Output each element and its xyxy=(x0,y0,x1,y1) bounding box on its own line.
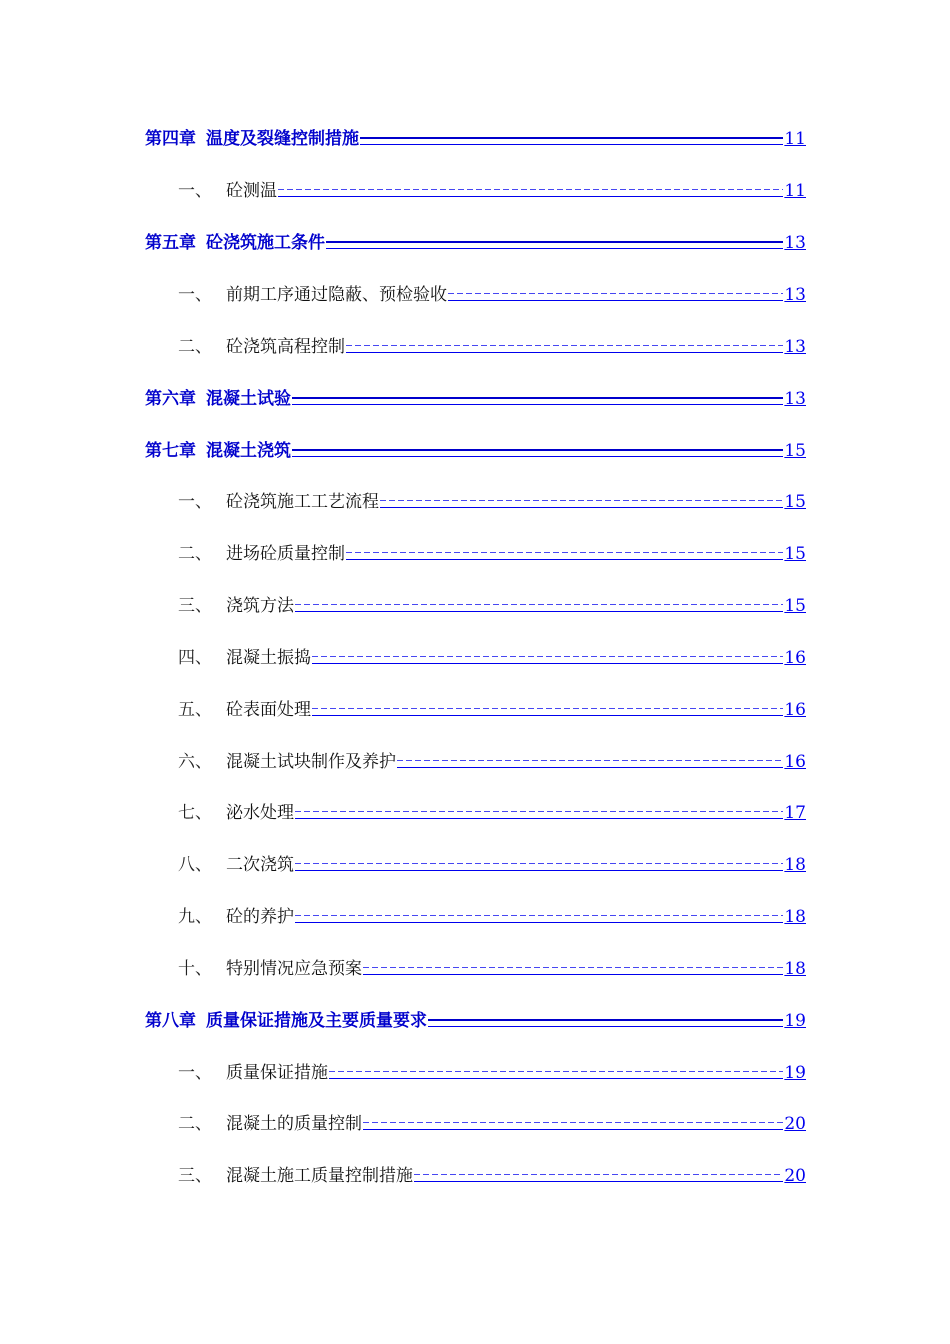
dot-leader xyxy=(360,130,783,145)
dot-leader xyxy=(295,856,783,871)
page-number: 16 xyxy=(784,648,806,668)
section-title: 砼表面处理 xyxy=(226,700,311,720)
page-number: 15 xyxy=(784,544,806,564)
dot-leader xyxy=(448,286,783,301)
page-number: 13 xyxy=(784,389,806,409)
dot-leader xyxy=(397,753,783,768)
section-number: 七、 xyxy=(178,803,212,823)
section-title: 泌水处理 xyxy=(226,803,294,823)
section-number: 二、 xyxy=(178,1114,212,1134)
chapter-number: 第七章 xyxy=(145,441,196,461)
page-number: 20 xyxy=(784,1114,806,1134)
page-number: 15 xyxy=(784,441,806,461)
page-number: 19 xyxy=(784,1011,806,1031)
chapter-title: 砼浇筑施工条件 xyxy=(206,233,325,253)
toc-entry-section[interactable] xyxy=(178,695,806,721)
section-title: 质量保证措施 xyxy=(226,1063,328,1083)
section-number: 三、 xyxy=(178,596,212,616)
chapter-number: 第四章 xyxy=(145,129,196,149)
dot-leader xyxy=(428,1012,783,1027)
toc-entry-section[interactable] xyxy=(178,1161,806,1187)
dot-leader xyxy=(295,908,783,923)
chapter-title: 混凝土浇筑 xyxy=(206,441,291,461)
toc-entry-chapter-4[interactable] xyxy=(145,124,806,150)
section-title: 砼浇筑施工工艺流程 xyxy=(226,492,379,512)
page-number: 17 xyxy=(784,803,806,823)
section-number: 四、 xyxy=(178,648,212,668)
page-number: 15 xyxy=(784,596,806,616)
toc-entry-chapter-7[interactable] xyxy=(145,436,806,462)
dot-leader xyxy=(278,182,783,197)
page-number: 18 xyxy=(784,959,806,979)
page-number: 11 xyxy=(784,129,806,149)
dot-leader xyxy=(292,442,783,457)
toc-entry-chapter-5[interactable] xyxy=(145,228,806,254)
section-number: 五、 xyxy=(178,700,212,720)
toc-entry-section[interactable] xyxy=(178,798,806,824)
page-number: 13 xyxy=(784,233,806,253)
toc-entry-section[interactable] xyxy=(178,643,806,669)
dot-leader xyxy=(346,545,783,560)
toc-entry-section[interactable] xyxy=(178,1058,806,1084)
toc-entry-section[interactable] xyxy=(178,850,806,876)
section-number: 三、 xyxy=(178,1166,212,1186)
section-title: 混凝土试块制作及养护 xyxy=(226,752,396,772)
chapter-title: 质量保证措施及主要质量要求 xyxy=(206,1011,427,1031)
toc-entry-section[interactable] xyxy=(178,176,806,202)
page-number: 13 xyxy=(784,285,806,305)
toc-entry-section[interactable] xyxy=(178,747,806,773)
section-title: 前期工序通过隐蔽、预检验收 xyxy=(226,285,447,305)
section-title: 二次浇筑 xyxy=(226,855,294,875)
dot-leader xyxy=(363,960,783,975)
page-number: 13 xyxy=(784,337,806,357)
section-title: 特别情况应急预案 xyxy=(226,959,362,979)
section-number: 一、 xyxy=(178,492,212,512)
page-number: 16 xyxy=(784,700,806,720)
chapter-title: 混凝土试验 xyxy=(206,389,291,409)
page-number: 16 xyxy=(784,752,806,772)
section-number: 六、 xyxy=(178,752,212,772)
page-number: 18 xyxy=(784,855,806,875)
page-number: 18 xyxy=(784,907,806,927)
section-number: 一、 xyxy=(178,181,212,201)
toc-entry-section[interactable] xyxy=(178,487,806,513)
section-title: 砼浇筑高程控制 xyxy=(226,337,345,357)
dot-leader xyxy=(329,1064,783,1079)
toc-entry-section[interactable] xyxy=(178,954,806,980)
section-number: 二、 xyxy=(178,544,212,564)
section-number: 八、 xyxy=(178,855,212,875)
dot-leader xyxy=(326,234,783,249)
section-number: 一、 xyxy=(178,285,212,305)
chapter-number: 第五章 xyxy=(145,233,196,253)
dot-leader xyxy=(295,597,783,612)
section-number: 二、 xyxy=(178,337,212,357)
section-title: 进场砼质量控制 xyxy=(226,544,345,564)
chapter-title: 温度及裂缝控制措施 xyxy=(206,129,359,149)
toc-entry-section[interactable] xyxy=(178,902,806,928)
section-title: 混凝土的质量控制 xyxy=(226,1114,362,1134)
page-number: 15 xyxy=(784,492,806,512)
dot-leader xyxy=(312,701,783,716)
section-title: 砼的养护 xyxy=(226,907,294,927)
toc-entry-chapter-6[interactable] xyxy=(145,384,806,410)
toc-entry-section[interactable] xyxy=(178,280,806,306)
page-number: 19 xyxy=(784,1063,806,1083)
dot-leader xyxy=(295,804,783,819)
toc-entry-section[interactable] xyxy=(178,332,806,358)
dot-leader xyxy=(380,493,783,508)
dot-leader xyxy=(363,1115,783,1130)
chapter-number: 第六章 xyxy=(145,389,196,409)
dot-leader xyxy=(312,649,783,664)
dot-leader xyxy=(292,390,783,405)
chapter-number: 第八章 xyxy=(145,1011,196,1031)
dot-leader xyxy=(346,338,783,353)
toc-entry-section[interactable] xyxy=(178,591,806,617)
section-title: 混凝土振捣 xyxy=(226,648,311,668)
section-number: 九、 xyxy=(178,907,212,927)
dot-leader xyxy=(414,1167,783,1182)
section-title: 混凝土施工质量控制措施 xyxy=(226,1166,413,1186)
section-title: 砼测温 xyxy=(226,181,277,201)
toc-entry-section[interactable] xyxy=(178,1109,806,1135)
page-number: 20 xyxy=(784,1166,806,1186)
toc-entry-section[interactable] xyxy=(178,539,806,565)
page-number: 11 xyxy=(784,181,806,201)
section-number: 十、 xyxy=(178,959,212,979)
section-title: 浇筑方法 xyxy=(226,596,294,616)
section-number: 一、 xyxy=(178,1063,212,1083)
toc-entry-chapter-8[interactable] xyxy=(145,1006,806,1032)
